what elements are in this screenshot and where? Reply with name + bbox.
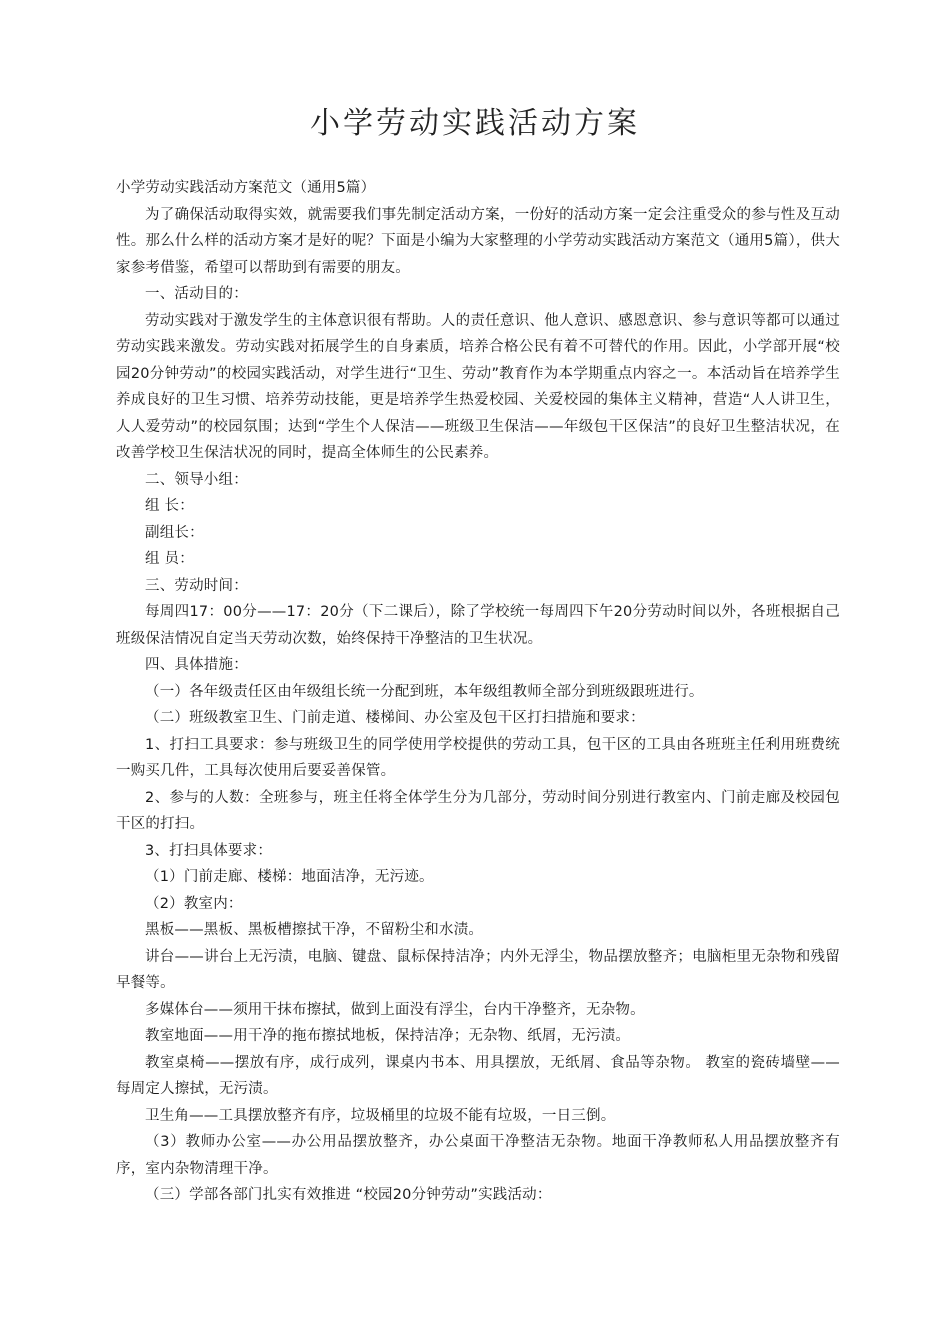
paragraph: 1、打扫工具要求：参与班级卫生的同学使用学校提供的劳动工具，包干区的工具由各班班主任利用班费统一购买几件，工具每次使用后要妥善保管。 <box>116 736 840 779</box>
paragraph: 教室地面——用干净的拖布擦拭地板，保持洁净；无杂物、纸屑，无污渍。 <box>145 1028 631 1044</box>
document-body <box>116 175 840 1209</box>
paragraph: 组 员： <box>145 551 194 567</box>
paragraph: （2）教室内： <box>145 895 243 912</box>
paragraph: 为了确保活动取得实效，就需要我们事先制定活动方案，一份好的活动方案一定会注重受众的参与性及互动性。那么什么样的活动方案才是好的呢？下面是小编为大家整理的小学劳动实践活动方案范文（通用5篇），供大家参考借鉴，希望可以帮助到有需要的朋友。 <box>116 206 840 276</box>
paragraph: 二、领导小组： <box>145 471 248 488</box>
paragraph: （3）教师办公室——办公用品摆放整齐，办公桌面干净整洁无杂物。地面干净教师私人用品摆放整齐有序，室内杂物清理干净。 <box>116 1134 840 1177</box>
paragraph: 三、劳动时间： <box>145 577 248 594</box>
paragraph: 黑板——黑板、黑板槽擦拭干净，不留粉尘和水渍。 <box>145 922 484 938</box>
paragraph: （一）各年级责任区由年级组长统一分配到班，本年级组教师全部分到班级跟班进行。 <box>145 683 704 700</box>
paragraph: （1）门前走廊、楼梯：地面洁净，无污迹。 <box>145 869 434 885</box>
paragraph: 讲台——讲台上无污渍，电脑、键盘、鼠标保持洁净；内外无浮尘，物品摆放整齐；电脑柜里无杂物和残留早餐等。 <box>116 948 840 991</box>
paragraph: 卫生角——工具摆放整齐有序，垃圾桶里的垃圾不能有垃圾，一日三倒。 <box>145 1107 616 1124</box>
paragraph: 副组长： <box>145 524 204 541</box>
paragraph: 四、具体措施： <box>145 657 248 673</box>
paragraph: 多媒体台——须用干抹布擦拭，做到上面没有浮尘，台内干净整齐，无杂物。 <box>145 1001 645 1018</box>
paragraph: 教室桌椅——摆放有序，成行成列，课桌内书本、用具摆放，无纸屑、食品等杂物。 教室的瓷砖墙壁——每周定人擦拭，无污渍。 <box>116 1054 840 1097</box>
paragraph: 3、打扫具体要求： <box>145 842 273 859</box>
paragraph: 劳动实践对于激发学生的主体意识很有帮助。人的责任意识、他人意识、感恩意识、参与意识等都可以通过劳动实践来激发。劳动实践对拓展学生的自身素质，培养合格公民有着不可替代的作用。因此，小学部开展“校园20分钟劳动”的校园实践活动，对学生进行“卫生、劳动”教育作为本学期重点内容之一。本活动旨在培养学生养成良好的卫生习惯、培养劳动技能，更是培养学生热爱校园、关爱校园的集体主义精神，营造“人人讲卫生，人人爱劳动”的校园氛围；达到“学生个人保洁——班级卫生保洁——年级包干区保洁”的良好卫生整洁状况，在改善学校卫生保洁状况的同时，提高全体师生的公民素养。 <box>116 312 840 461</box>
paragraph: 2、参与的人数：全班参与，班主任将全体学生分为几部分，劳动时间分别进行教室内、门前走廊及校园包干区的打扫。 <box>116 789 840 832</box>
paragraph: 组 长： <box>145 498 194 514</box>
paragraph: （三）学部各部门扎实有效推进 “校园20分钟劳动”实践活动： <box>145 1187 552 1203</box>
document-title: 小学劳动实践活动方案 <box>310 106 640 141</box>
paragraph: 一、活动目的： <box>145 286 248 302</box>
paragraph: （二）班级教室卫生、门前走道、楼梯间、办公室及包干区打扫措施和要求： <box>145 710 645 726</box>
paragraph: 小学劳动实践活动方案范文（通用5篇） <box>116 180 376 196</box>
paragraph: 每周四17：00分——17：20分（下二课后），除了学校统一每周四下午20分劳动时间以外，各班根据自己班级保洁情况自定当天劳动次数，始终保持干净整洁的卫生状况。 <box>116 604 840 647</box>
